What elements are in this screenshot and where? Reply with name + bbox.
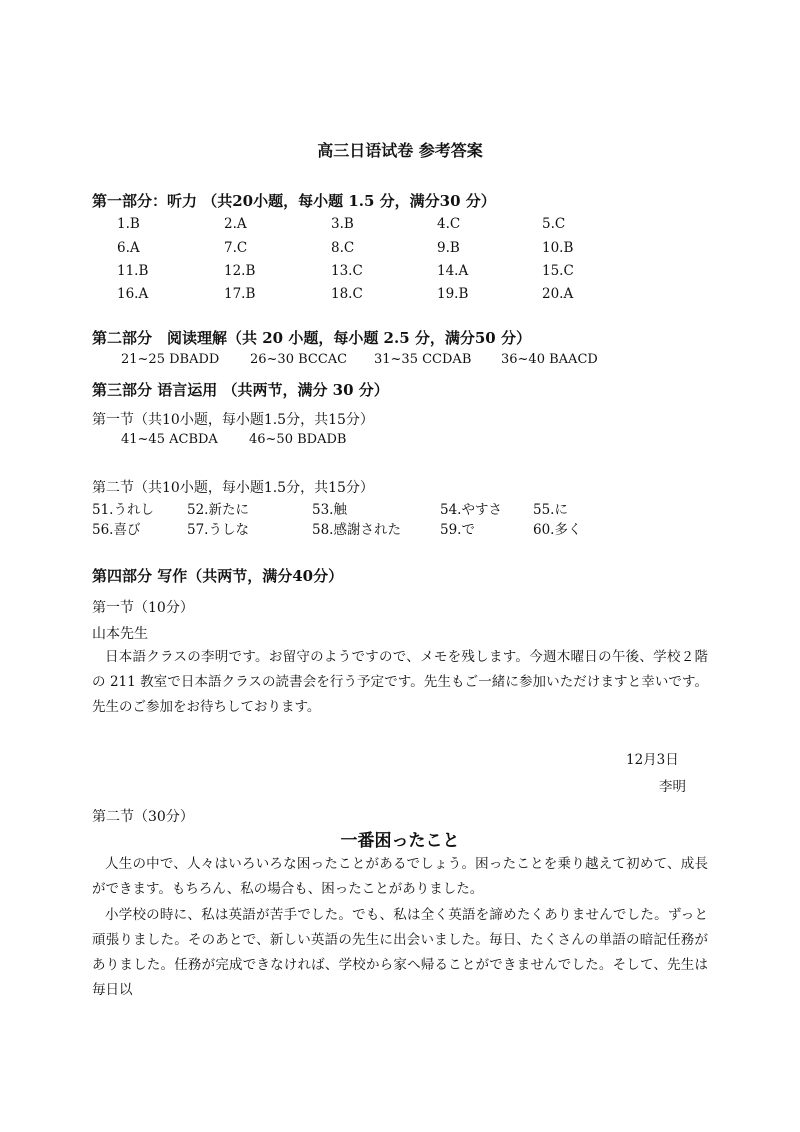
part3-heading: 第三部分 语言运用 （共两节，满分 30 分）	[92, 381, 389, 399]
part4-heading: 第四部分 写作（共两节，满分40分）	[92, 567, 344, 585]
blank-answer: 52.新たに	[187, 502, 249, 518]
answer-item: 14.A	[437, 263, 469, 279]
answer-item: 19.B	[437, 286, 469, 302]
memo-date: 12月3日	[626, 752, 679, 768]
blank-answer: 59.で	[440, 522, 475, 538]
part1-heading: 第一部分：听力 （共20小题，每小题 1.5 分，满分30 分）	[92, 192, 496, 210]
memo-signature: 李明	[659, 779, 686, 795]
blank-answer: 55.に	[533, 502, 568, 518]
essay-paragraph: 小学校の時に、私は英語が苦手でした。でも、私は全く英語を諦めたくありませんでした。ずっと頑張りました。そのあとで、新しい英語の先生に出会いました。毎日、たくさんの単語の暗記任務がありました。任務が完成できなければ、学校から家へ帰ることができませんでした。そして、先生は毎日以	[92, 907, 708, 998]
page-title: 高三日语试卷 参考答案	[317, 141, 483, 160]
answer-range: 41~45 ACBDA	[121, 432, 218, 447]
answer-item: 11.B	[117, 263, 149, 279]
answer-range: 36~40 BAACD	[501, 352, 598, 367]
answer-range: 21~25 DBADD	[121, 352, 220, 367]
blank-answer: 56.喜び	[92, 522, 141, 538]
memo-recipient: 山本先生	[92, 626, 148, 642]
blank-answer: 60.多く	[533, 522, 582, 538]
answer-item: 1.B	[117, 216, 140, 232]
answer-item: 12.B	[224, 263, 256, 279]
blank-answer: 53.触	[312, 502, 347, 518]
essay-paragraph: 人生の中で、人々はいろいろな困ったことがあるでしょう。困ったことを乗り越えて初めて、成長ができます。もちろん、私の場合も、困ったことがありました。	[92, 856, 708, 897]
answer-item: 3.B	[331, 216, 354, 232]
blank-answer: 54.やすさ	[440, 502, 502, 518]
blank-answer: 57.うしな	[187, 522, 249, 538]
blank-answer: 51.うれし	[92, 502, 154, 518]
part3-section2-heading: 第二节（共10小题，每小题1.5分，共15分）	[92, 480, 374, 496]
answer-item: 9.B	[437, 240, 460, 256]
answer-item: 17.B	[224, 286, 256, 302]
answer-item: 13.C	[331, 263, 363, 279]
answer-item: 20.A	[542, 286, 574, 302]
part4-section1-heading: 第一节（10分）	[92, 600, 194, 616]
answer-item: 10.B	[542, 240, 574, 256]
answer-range: 46~50 BDADB	[249, 432, 347, 447]
answer-range: 31~35 CCDAB	[374, 352, 472, 367]
memo-body: 日本語クラスの李明です。お留守のようですので、メモを残します。今週木曜日の午後、学校２階の 211 教室で日本語クラスの読書会を行う予定です。先生もご一緒に参加いただけますと幸いです。先生のご参加をお待ちしております。	[92, 649, 708, 715]
answer-item: 18.C	[331, 286, 363, 302]
answer-item: 16.A	[117, 286, 149, 302]
answer-item: 4.C	[437, 216, 461, 232]
answer-item: 15.C	[542, 263, 574, 279]
answer-item: 6.A	[117, 240, 140, 256]
blank-answer: 58.感謝された	[312, 522, 401, 538]
answer-item: 8.C	[331, 240, 355, 256]
answer-item: 5.C	[542, 216, 566, 232]
essay-title: 一番困ったこと	[340, 831, 460, 851]
part4-section2-heading: 第二节（30分）	[92, 809, 194, 825]
part3-section1-heading: 第一节（共10小题，每小题1.5分，共15分）	[92, 412, 374, 428]
answer-item: 2.A	[224, 216, 247, 232]
part2-heading: 第二部分 阅读理解（共 20 小题，每小题 2.5 分，满分50 分）	[92, 329, 531, 347]
answer-item: 7.C	[224, 240, 248, 256]
answer-range: 26~30 BCCAC	[250, 352, 348, 367]
